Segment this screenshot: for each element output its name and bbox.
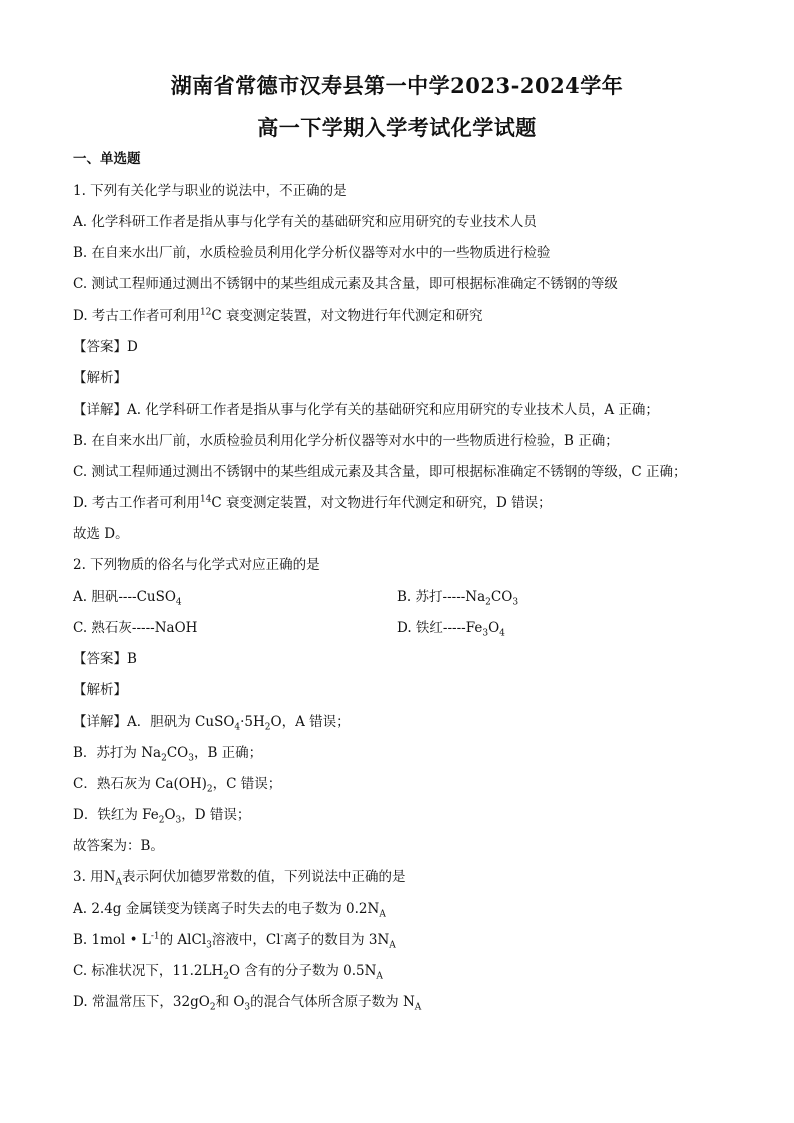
- q2-options-row1: [73, 588, 519, 608]
- q3-stem: 3. 用$N_A$表示阿伏加德罗常数的值，下列说法中正确的是: [73, 869, 406, 888]
- page-title-line1: 湖南省常德市汉寿县第一中学2023-2024学年: [170, 73, 624, 98]
- q2-option-a: A. 胆矾----CuSO$_4$: [73, 589, 182, 608]
- q1-conclusion: 故选 D。: [73, 526, 129, 542]
- q2-option-b: B. 苏打$-----Na_2CO_3$: [397, 589, 519, 608]
- q2-option-c: C. 熟石灰-----NaOH: [73, 620, 198, 636]
- q2-detail-c: C．熟石灰为 $Ca(OH)_2$，C 错误；: [73, 776, 282, 795]
- q1-detail-b: B. 在自来水出厂前，水质检验员利用化学分析仪器等对水中的一些物质进行检验，B 正确；: [73, 433, 619, 449]
- q2-detail-a: 【详解】A．胆矾为 $CuSO_4\cdot 5H_2O$，A 错误；: [73, 714, 350, 733]
- q1-option-d: D. 考古工作者可利用$^{12}$C 衰变测定装置，对文物进行年代测定和研究: [73, 307, 483, 324]
- section-heading: 一、单选题: [73, 151, 141, 167]
- q2-stem: 2. 下列物质的俗名与化学式对应正确的是: [73, 557, 320, 573]
- q1-detail-a: 【详解】A. 化学科研工作者是指从事与化学有关的基础研究和应用研究的专业技术人员，A 正确；: [73, 402, 659, 418]
- page-title-line2: 高一下学期入学考试化学试题: [257, 115, 537, 140]
- q2-option-d: D. 铁红$-----Fe_3O_4$: [397, 620, 505, 639]
- q2-answer: 【答案】B: [73, 651, 137, 667]
- q2-analysis-label: 【解析】: [73, 682, 127, 698]
- q1-option-c: C. 测试工程师通过测出不锈钢中的某些组成元素及其含量，即可根据标准确定不锈钢的等级: [73, 276, 618, 292]
- q1-analysis-label: 【解析】: [73, 370, 127, 386]
- q1-detail-d: D. 考古工作者可利用$^{14}$C 衰变测定装置，对文物进行年代测定和研究，D 错误；: [73, 494, 552, 511]
- q3-option-c: C. 标准状况下，$11.2LH_2O$ 含有的分子数为 $0.5N_A$: [73, 963, 383, 982]
- q1-option-b: B. 在自来水出厂前，水质检验员利用化学分析仪器等对水中的一些物质进行检验: [73, 245, 551, 261]
- q3-option-d: D. 常温常压下，$32gO_2$和 $O_3$的混合气体所含原子数为 $N_A$: [73, 994, 422, 1013]
- q2-detail-b: B．苏打为 $Na_2CO_3$，B 正确；: [73, 745, 263, 764]
- q3-option-a: A. 2.4g 金属镁变为镁离子时失去的电子数为 $0.2N_A$: [73, 901, 386, 920]
- q2-detail-d: D．铁红为 $Fe_2O_3$，D 错误；: [73, 807, 251, 826]
- q1-stem: 1. 下列有关化学与职业的说法中，不正确的是: [73, 183, 347, 199]
- q1-option-a: A. 化学科研工作者是指从事与化学有关的基础研究和应用研究的专业技术人员: [73, 214, 537, 230]
- q2-conclusion: 故答案为：B。: [73, 838, 164, 854]
- q1-detail-c: C. 测试工程师通过测出不锈钢中的某些组成元素及其含量，即可根据标准确定不锈钢的等级，C 正确；: [73, 464, 687, 480]
- q2-options-row2: [73, 619, 505, 639]
- q3-option-b: B. 1mol • $L^{-1}$的 AlCl$_3$溶液中，Cl-离子的数目为 $3N_A$: [73, 931, 396, 951]
- q1-answer: 【答案】D: [73, 339, 138, 355]
